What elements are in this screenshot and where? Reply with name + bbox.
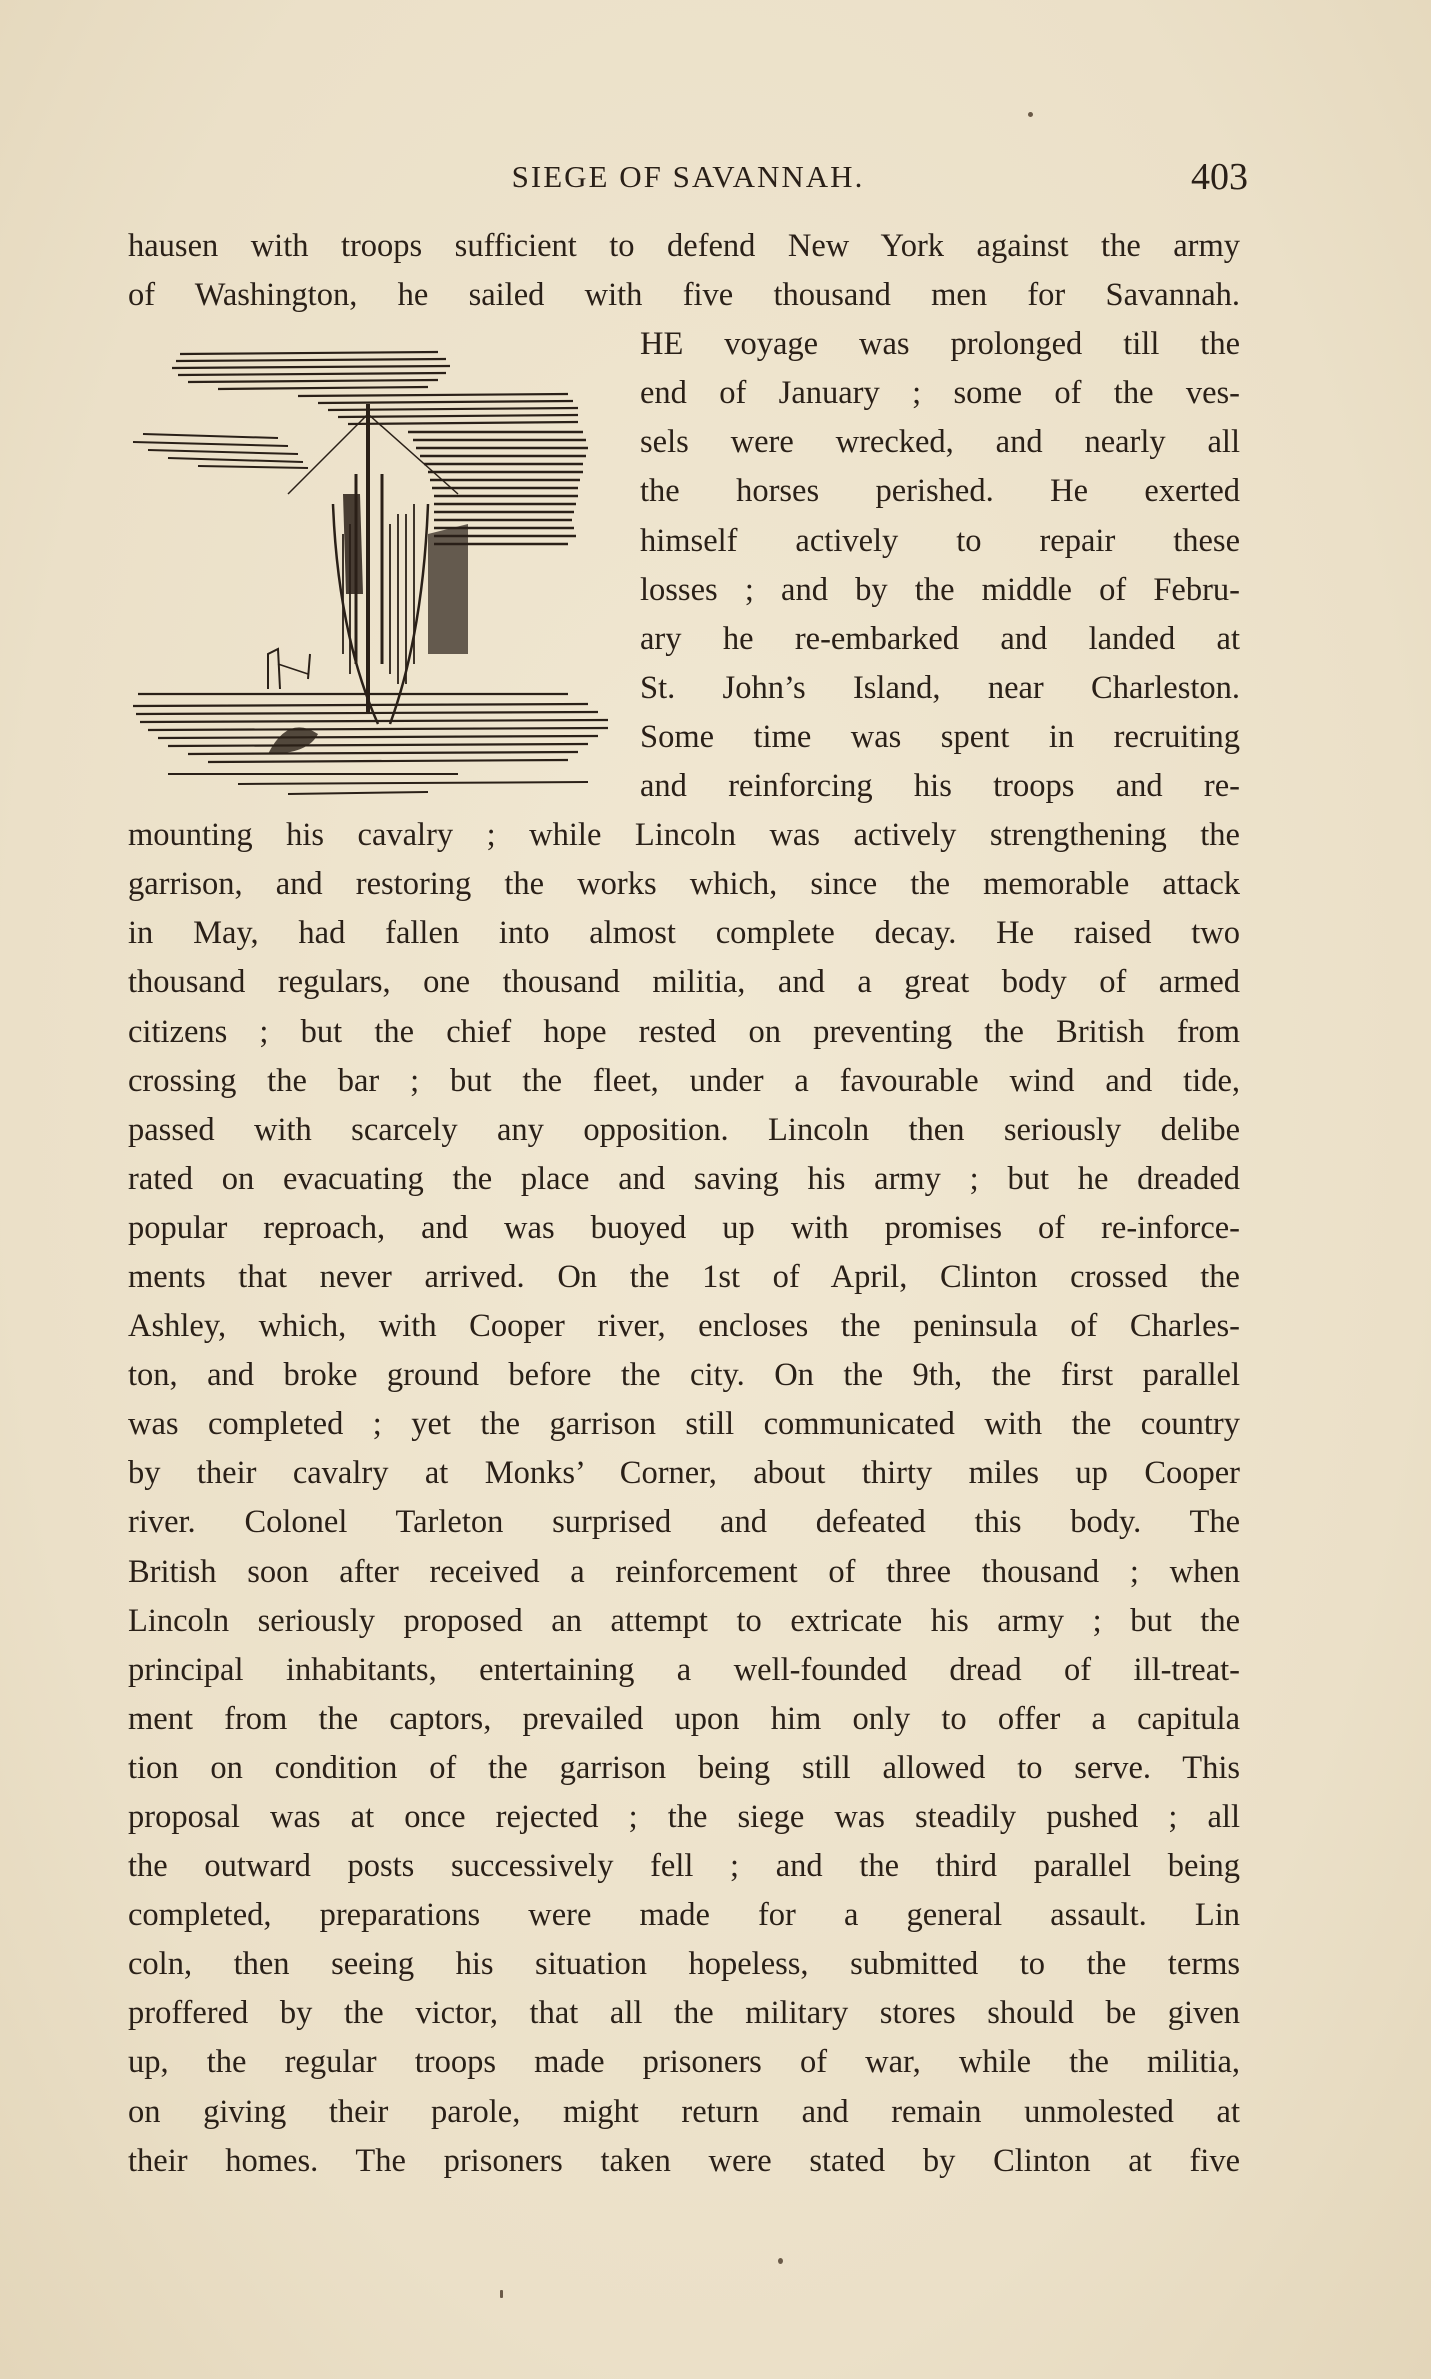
text-line: hausen with troops sufficient to defend New York against the army xyxy=(128,228,1240,264)
text-line: by their cavalry at Monks’ Corner, about thirty miles up Cooper xyxy=(128,1455,1240,1492)
text-line: garrison, and restoring the works which, since the memorable attack xyxy=(128,866,1240,903)
text-line: the horses perished. He exerted xyxy=(640,473,1240,510)
text-line: proposal was at once rejected ; the siege was steadily pushed ; all xyxy=(128,1799,1240,1835)
text-line: Lincoln seriously proposed an attempt to extricate his army ; but the xyxy=(128,1602,1240,1639)
body-text xyxy=(128,222,1240,2186)
text-line: their homes. The prisoners taken were stated by Clinton at five xyxy=(128,2142,1240,2179)
text-line: was completed ; yet the garrison still communicated with the country xyxy=(128,1406,1240,1443)
print-speck xyxy=(778,2258,783,2264)
text-line: thousand regulars, one thousand militia, and a great body of armed xyxy=(128,964,1240,1001)
text-line: HE voyage was prolonged till the xyxy=(640,326,1240,363)
text-line: Some time was spent in recruiting xyxy=(640,718,1240,755)
text-line: ary he re-embarked and landed at xyxy=(640,620,1240,657)
print-speck xyxy=(1028,112,1033,117)
text-line: end of January ; some of the ves- xyxy=(640,375,1240,412)
text-line: himself actively to repair these xyxy=(640,522,1240,559)
page-header xyxy=(128,155,1248,205)
text-line: ton, and broke ground before the city. On the 9th, the first parallel xyxy=(128,1357,1240,1394)
print-speck xyxy=(500,2290,503,2298)
running-head: SIEGE OF SAVANNAH. xyxy=(511,159,865,194)
text-line: crossing the bar ; but the fleet, under a favourable wind and tide, xyxy=(128,1062,1240,1099)
text-line: Ashley, which, with Cooper river, encloses the peninsula of Charles- xyxy=(128,1308,1240,1345)
text-line: citizens ; but the chief hope rested on preventing the British from xyxy=(128,1013,1240,1050)
text-line: British soon after received a reinforcement of three thousand ; when xyxy=(128,1553,1240,1590)
text-line: rated on evacuating the place and saving his army ; but he dreaded xyxy=(128,1160,1240,1197)
text-line: St. John’s Island, near Charleston. xyxy=(640,669,1240,706)
text-line: sels were wrecked, and nearly all xyxy=(640,424,1240,461)
text-line: the outward posts successively fell ; and the third parallel being xyxy=(128,1848,1240,1885)
text-line: proffered by the victor, that all the military stores should be given xyxy=(128,1995,1240,2032)
text-line: ment from the captors, prevailed upon him only to offer a capitula xyxy=(128,1700,1240,1737)
text-line: passed with scarcely any opposition. Lincoln then seriously delibe xyxy=(128,1111,1240,1148)
text-line: popular reproach, and was buoyed up with promises of re-inforce- xyxy=(128,1209,1240,1246)
text-line: on giving their parole, might return and remain unmolested at xyxy=(128,2093,1240,2130)
text-line: mounting his cavalry ; while Lincoln was actively strengthening the xyxy=(128,817,1240,854)
text-line: of Washington, he sailed with five thousand men for Savannah. xyxy=(128,277,1240,314)
text-line: river. Colonel Tarleton surprised and defeated this body. The xyxy=(128,1504,1240,1541)
text-line: losses ; and by the middle of Febru- xyxy=(640,571,1240,608)
text-line: and reinforcing his troops and re- xyxy=(640,768,1240,805)
text-line: principal inhabitants, entertaining a well-founded dread of ill-treat- xyxy=(128,1651,1240,1688)
text-line: completed, preparations were made for a general assault. Lin xyxy=(128,1897,1240,1934)
text-line: in May, had fallen into almost complete decay. He raised two xyxy=(128,915,1240,952)
text-line: up, the regular troops made prisoners of war, while the militia, xyxy=(128,2044,1240,2081)
text-line: ments that never arrived. On the 1st of April, Clinton crossed the xyxy=(128,1258,1240,1295)
text-line: coln, then seeing his situation hopeless, submitted to the terms xyxy=(128,1946,1240,1983)
text-line: tion on condition of the garrison being still allowed to serve. This xyxy=(128,1749,1240,1786)
page-number: 403 xyxy=(1191,156,1248,198)
